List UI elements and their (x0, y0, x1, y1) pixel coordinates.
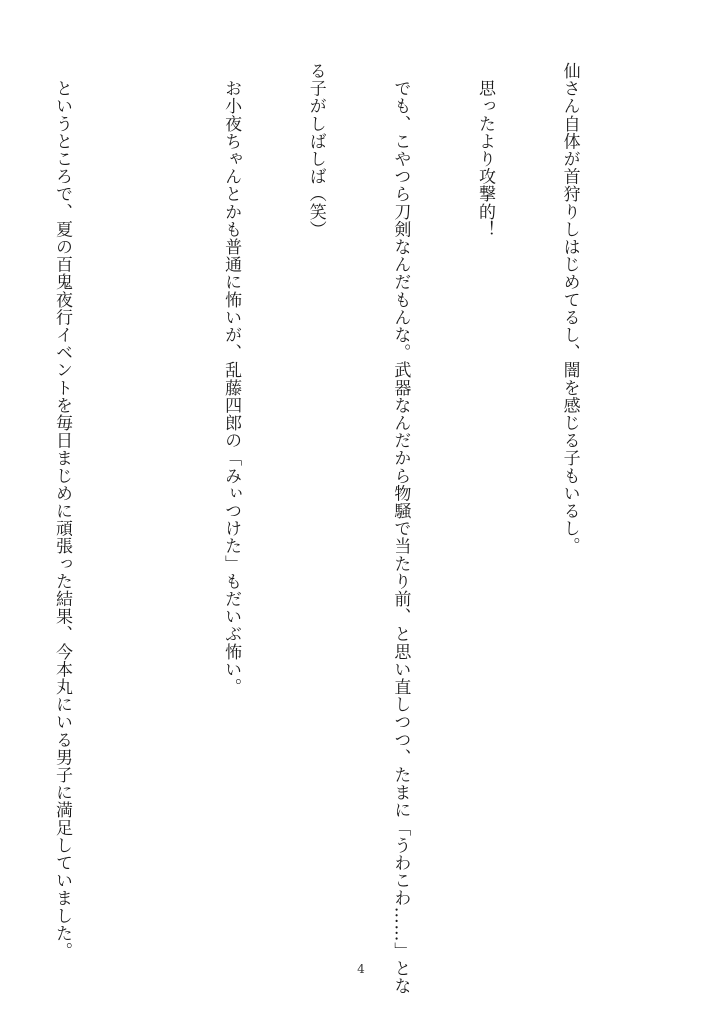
text-line: というところで、夏の百鬼夜行イベントを毎日まじめに頑張った結果、今本丸にいる男子に満足していました。 (51, 62, 72, 960)
body-text (0, 62, 640, 995)
text-line: お小夜ちゃんとかも普通に怖いが、乱藤四郎の「みぃつけた」もだいぶ怖い。 (221, 62, 242, 696)
page-number: 4 (357, 962, 365, 976)
text-line: 思ったより攻撃的！ (474, 62, 495, 238)
text-line: る子がしばしば（笑） (305, 62, 326, 238)
text-line: でも、こやつら刀剣なんだもんな。武器なんだから物騒で当たり前、と思い直しつつ、たまに「うわこわ……」とな (390, 62, 411, 995)
text-line: 仙さん自体が首狩りしはじめてるし、闇を感じる子もいるし。 (559, 62, 580, 555)
blank-line (132, 62, 160, 962)
